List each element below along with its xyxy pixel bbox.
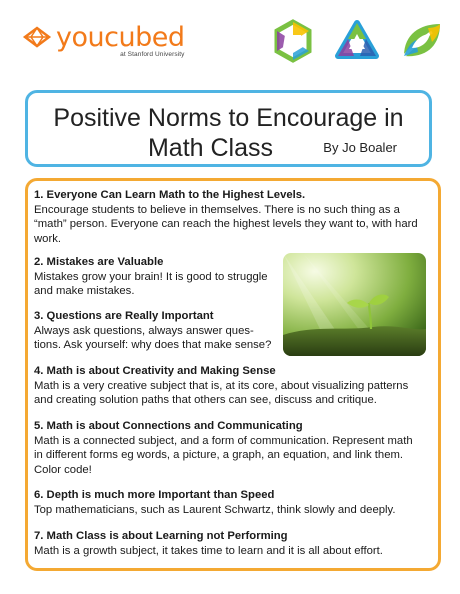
title-box xyxy=(25,90,432,167)
norm-6: 6. Depth is much more Important than Speed Top mathematicians, such as Laurent Schwartz, think slowly and deeply. xyxy=(34,489,396,516)
youcubed-logo-icon xyxy=(22,25,52,49)
norm-1: 1. Everyone Can Learn Math to the Highest Levels. Encourage students to believe in themselves. There is no such thing as a “math” person. Everyone can reach the highest levels they want to, with hard work. xyxy=(34,189,418,245)
page-title: Positive Norms to Encourage in Math Class xyxy=(53,104,404,162)
norm-2: 2. Mistakes are Valuable Mistakes grow your brain! It is good to struggle and make mistakes. xyxy=(34,256,268,298)
hexagon-icon xyxy=(270,18,316,64)
leaf-icon xyxy=(398,18,444,64)
youcubed-logo[interactable] xyxy=(22,24,184,59)
brand-subtitle: at Stanford University xyxy=(120,51,185,58)
seedling-photo xyxy=(283,253,426,356)
header xyxy=(0,0,460,80)
triangle-icon xyxy=(334,18,380,64)
norm-7: 7. Math Class is about Learning not Performing Math is a growth subject, it takes time to learn and it is all about effort. xyxy=(34,530,383,557)
norm-4: 4. Math is about Creativity and Making Sense Math is a very creative subject that is, at its core, about visualizing patterns and creating solution paths that others can see, discuss and critique. xyxy=(34,365,409,407)
decorative-shapes xyxy=(270,18,444,64)
norm-5: 5. Math is about Connections and Communicating Math is a connected subject, and a form of communication. Represent math in different forms eg words, a picture, a graph, an equation, and link them. Color code! xyxy=(34,420,413,476)
author-byline: By Jo Boaler xyxy=(323,140,397,155)
norms-box xyxy=(25,178,441,571)
brand-name: youcubed xyxy=(56,22,185,53)
norm-3: 3. Questions are Really Important Always ask questions, always answer ques- tions. Ask yourself: why does that make sense? xyxy=(34,310,272,352)
